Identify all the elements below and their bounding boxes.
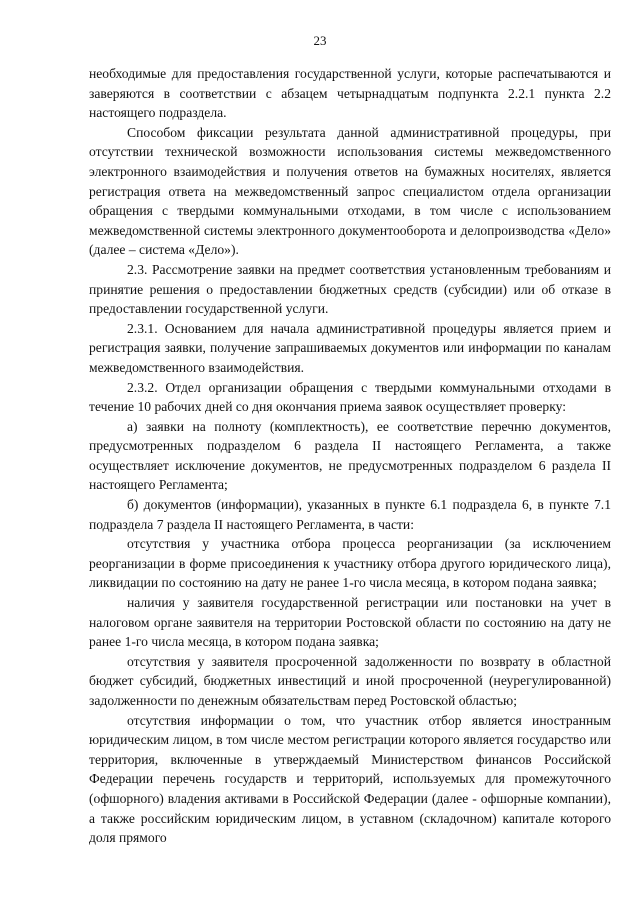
paragraph-item-b: б) документов (информации), указанных в пункте 6.1 подраздела 6, в пункте 7.1 подраздела 7 раздела II настоящего Регламента, в части: [89, 497, 611, 532]
paragraph-fixation-method: Способом фиксации результата данной административной процедуры, при отсутствии технической возможности использования системы межведомственного электронного взаимодействия и получения ответов на бумажных носителях, является регистрация ответа на межведомственный запрос специалистом отдела организации обращения с твердыми коммунальными отходами, в том числе с использованием межведомственной системы электронного документооборота и делопроизводства «Дело» (далее – система «Дело»). [89, 124, 611, 258]
paragraph-registration: наличия у заявителя государственной регистрации или постановки на учет в налоговом органе заявителя на территории Ростовской области по состоянию на дату не ранее 1-го числа месяца, в котором подана заявка; [89, 595, 611, 650]
paragraph-continuation: необходимые для предоставления государственной услуги, которые распечатываются и заверяются в соответствии с абзацем четырнадцатым подпункта 2.2.1 пункта 2.2 настоящего подраздела. [89, 66, 611, 121]
paragraph-item-a: а) заявки на полноту (комплектность), ее соответствие перечню документов, предусмотренных подразделом 6 раздела II настоящего Регламента, а также осуществляет исключение документов, не предусмотренных подразделом 6 раздела II настоящего Регламента; [89, 418, 611, 493]
paragraph-debt: отсутствия у заявителя просроченной задолженности по возврату в областной бюджет субсидий, бюджетных инвестиций и иной просроченной (неурегулированной) задолженности по денежным обязательствам перед Ростовской областью; [89, 653, 611, 708]
paragraph-offshore: отсутствия информации о том, что участник отбор является иностранным юридическим лицом, в том числе местом регистрации которого является государство или территория, включенные в утверждаемый Министерством финансов Российской Федерации перечень государств и территорий, используемых для промежуточного (офшорного) владения активами в Российской Федерации (далее - офшорные компании), а также российским юридическим лицом, в уставном (складочном) капитале которого доля прямого [89, 712, 611, 846]
paragraph-section-2-3-1: 2.3.1. Основанием для начала административной процедуры является прием и регистрация заявки, получение запрашиваемых документов или информации по каналам межведомственного взаимодействия. [89, 320, 611, 375]
page-number: 23 [313, 33, 327, 48]
paragraph-section-2-3-2: 2.3.2. Отдел организации обращения с твердыми коммунальными отходами в течение 10 рабочих дней со дня окончания приема заявок осуществляет проверку: [89, 379, 611, 415]
paragraph-reorganization: отсутствия у участника отбора процесса реорганизации (за исключением реорганизации в форме присоединения к участнику отбора другого юридического лица), ликвидации по состоянию на дату не ранее 1-го числа месяца, в котором подана заявка; [89, 536, 611, 591]
paragraph-section-2-3: 2.3. Рассмотрение заявки на предмет соответствия установленным требованиям и принятие решения о предоставлении бюджетных средств (субсидии) или об отказе в предоставлении государственной услуги. [89, 261, 611, 317]
body-text [89, 64, 611, 848]
